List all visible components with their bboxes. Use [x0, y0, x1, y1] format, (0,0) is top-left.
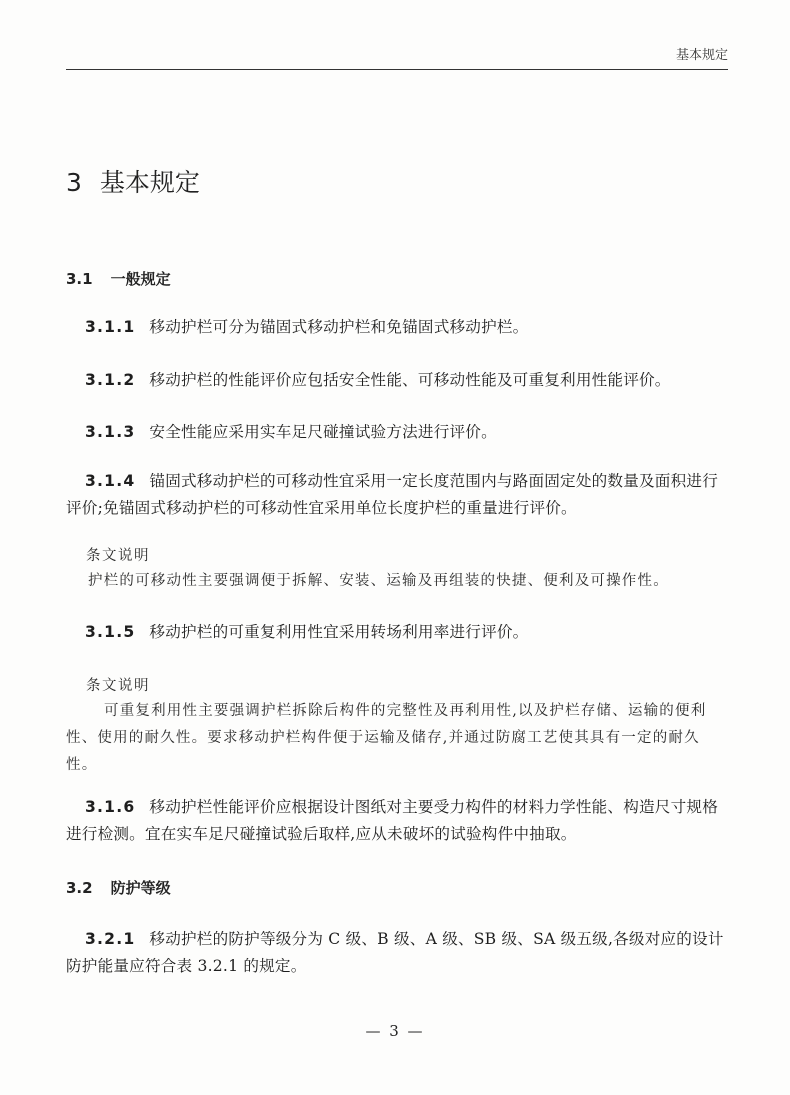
clause-number: 3.1.2: [85, 371, 136, 389]
section-heading-3-1: [66, 268, 171, 289]
commentary-title: 条文说明: [86, 548, 150, 564]
chapter-title: 基本规定: [99, 168, 200, 197]
clause-text: 移动护栏性能评价应根据设计图纸对主要受力构件的材料力学性能、构造尺寸规格进行检测。宜在实车足尺碰撞试验后取样,应从未破坏的试验构件中抽取。: [66, 798, 718, 843]
clause-text: 移动护栏的防护等级分为 C 级、B 级、A 级、SB 级、SA 级五级,各级对应的设计防护能量应符合表 3.2.1 的规定。: [66, 930, 724, 975]
clause-3-1-3: [66, 419, 728, 446]
clause-text: 移动护栏的可重复利用性宜采用转场利用率进行评价。: [149, 623, 529, 641]
clause-text: 安全性能应采用实车足尺碰撞试验方法进行评价。: [149, 423, 497, 441]
clause-number: 3.1.5: [85, 623, 136, 641]
clause-3-1-1: [66, 314, 728, 341]
clause-number: 3.1.6: [85, 798, 136, 816]
clause-number: 3.1.1: [85, 318, 136, 336]
section-number: 3.2: [66, 879, 93, 897]
running-header: 基本规定: [675, 48, 728, 63]
section-heading-3-2: [66, 877, 171, 898]
section-number: 3.1: [66, 270, 93, 288]
clause-number: 3.1.4: [85, 472, 136, 490]
clause-number: 3.2.1: [85, 930, 136, 948]
clause-text: 移动护栏可分为锚固式移动护栏和免锚固式移动护栏。: [149, 318, 529, 336]
clause-3-1-4: [66, 468, 728, 522]
commentary-body: 护栏的可移动性主要强调便于拆解、安装、运输及再组装的快捷、便利及可操作性。: [88, 573, 669, 589]
header-rule: [66, 69, 728, 70]
commentary-body: 可重复利用性主要强调护栏拆除后构件的完整性及再利用性,以及护栏存储、运输的便利性、使用的耐久性。要求移动护栏构件便于运输及储存,并通过防腐工艺使其具有一定的耐久性。: [66, 703, 707, 773]
section-title: 防护等级: [110, 879, 171, 897]
clause-3-1-2: [66, 367, 728, 394]
page-number: — 3 —: [365, 1022, 425, 1040]
clause-text: 锚固式移动护栏的可移动性宜采用一定长度范围内与路面固定处的数量及面积进行评价;免锚固式移动护栏的可移动性宜采用单位长度护栏的重量进行评价。: [66, 472, 718, 517]
chapter-number: 3: [66, 168, 82, 197]
clause-number: 3.1.3: [85, 423, 136, 441]
clause-3-1-6: [66, 794, 728, 848]
commentary-title: 条文说明: [86, 678, 150, 694]
section-title: 一般规定: [110, 270, 171, 288]
clause-3-1-5: [66, 619, 728, 646]
clause-3-2-1: [66, 926, 728, 980]
chapter-heading: [66, 163, 200, 199]
clause-text: 移动护栏的性能评价应包括安全性能、可移动性能及可重复利用性能评价。: [149, 371, 671, 389]
